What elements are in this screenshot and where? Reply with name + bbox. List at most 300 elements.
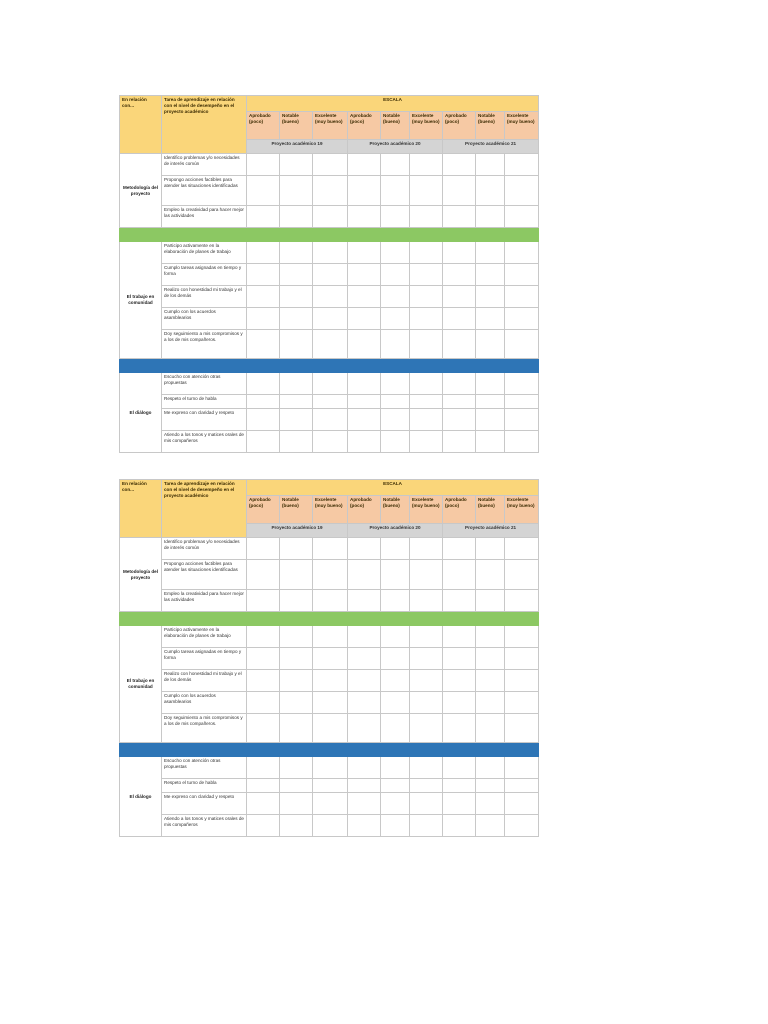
rating-cell[interactable] xyxy=(381,670,410,692)
green-divider-row xyxy=(120,612,539,626)
rating-cell[interactable] xyxy=(348,670,381,692)
rating-cell[interactable] xyxy=(348,330,381,359)
level-header xyxy=(410,112,443,140)
rating-cell[interactable] xyxy=(410,395,443,409)
rating-cell[interactable] xyxy=(443,286,476,308)
rating-cell[interactable] xyxy=(348,395,381,409)
rating-cell[interactable] xyxy=(505,308,539,330)
rating-cell[interactable] xyxy=(280,154,313,176)
rating-cell[interactable] xyxy=(381,308,410,330)
rating-cell[interactable] xyxy=(476,286,505,308)
task-header-text: Tarea de aprendizaje en relación con el nivel de desempeño en el proyecto académico xyxy=(164,481,235,498)
rating-cell[interactable] xyxy=(313,264,348,286)
rating-cell[interactable] xyxy=(381,431,410,453)
level-header xyxy=(505,112,539,140)
project-header xyxy=(348,140,443,154)
rating-cell[interactable] xyxy=(280,793,313,815)
level-header-text: Aprobado (poco) xyxy=(445,113,467,124)
table-row xyxy=(120,373,539,395)
level-header xyxy=(443,496,476,524)
rating-cell[interactable] xyxy=(247,154,280,176)
rating-cell[interactable] xyxy=(410,431,443,453)
rating-cell[interactable] xyxy=(313,409,348,431)
rating-cell[interactable] xyxy=(381,590,410,612)
rating-cell[interactable] xyxy=(247,779,280,793)
table-row xyxy=(120,154,539,176)
rating-cell[interactable] xyxy=(410,242,443,264)
level-header-text: Excelente (muy bueno) xyxy=(315,497,343,508)
rating-cell[interactable] xyxy=(443,626,476,648)
rating-cell[interactable] xyxy=(280,670,313,692)
rating-cell[interactable] xyxy=(410,590,443,612)
task-label: Identifico problemas y/o necesidades de interés común xyxy=(164,155,240,166)
task-label: Cumplo con los acuerdos asamblearios xyxy=(164,309,216,320)
project-header-text: Proyecto académico 20 xyxy=(369,525,421,530)
task-cell xyxy=(162,330,247,359)
level-header-text: Aprobado (poco) xyxy=(350,497,372,508)
task-cell xyxy=(162,626,247,648)
rating-cell[interactable] xyxy=(476,538,505,560)
rating-cell[interactable] xyxy=(348,590,381,612)
table-row xyxy=(120,409,539,431)
rating-cell[interactable] xyxy=(313,308,348,330)
rating-cell[interactable] xyxy=(313,670,348,692)
project-header-text: Proyecto académico 19 xyxy=(271,141,323,146)
rating-cell[interactable] xyxy=(443,409,476,431)
table-row xyxy=(120,560,539,590)
rating-cell[interactable] xyxy=(280,757,313,779)
rating-cell[interactable] xyxy=(280,395,313,409)
rating-cell[interactable] xyxy=(443,590,476,612)
rating-cell[interactable] xyxy=(247,308,280,330)
rating-cell[interactable] xyxy=(505,626,539,648)
rating-cell[interactable] xyxy=(443,330,476,359)
rating-cell[interactable] xyxy=(280,538,313,560)
rating-cell[interactable] xyxy=(443,308,476,330)
rating-cell[interactable] xyxy=(476,815,505,837)
task-cell xyxy=(162,264,247,286)
rating-cell[interactable] xyxy=(505,242,539,264)
level-header xyxy=(280,496,313,524)
rating-cell[interactable] xyxy=(476,395,505,409)
rating-cell[interactable] xyxy=(476,264,505,286)
rating-cell[interactable] xyxy=(247,538,280,560)
rating-cell[interactable] xyxy=(443,779,476,793)
rating-cell[interactable] xyxy=(505,714,539,743)
level-header-text: Notable (bueno) xyxy=(383,497,400,508)
rating-cell[interactable] xyxy=(280,714,313,743)
task-cell xyxy=(162,176,247,206)
rating-cell[interactable] xyxy=(410,692,443,714)
task-cell xyxy=(162,286,247,308)
rating-cell[interactable] xyxy=(443,757,476,779)
rating-cell[interactable] xyxy=(443,264,476,286)
rating-cell[interactable] xyxy=(410,286,443,308)
rating-cell[interactable] xyxy=(313,692,348,714)
rating-cell[interactable] xyxy=(313,590,348,612)
level-header xyxy=(313,112,348,140)
rating-cell[interactable] xyxy=(410,206,443,228)
rating-cell[interactable] xyxy=(443,815,476,837)
rating-cell[interactable] xyxy=(247,395,280,409)
category-label: Metodología del proyecto xyxy=(123,184,158,196)
rating-cell[interactable] xyxy=(505,176,539,206)
rating-cell[interactable] xyxy=(410,330,443,359)
rating-cell[interactable] xyxy=(381,176,410,206)
rating-cell[interactable] xyxy=(313,815,348,837)
rating-cell[interactable] xyxy=(410,308,443,330)
rating-cell[interactable] xyxy=(280,590,313,612)
rating-cell[interactable] xyxy=(280,373,313,395)
rating-cell[interactable] xyxy=(505,815,539,837)
rating-cell[interactable] xyxy=(348,286,381,308)
category-cell xyxy=(120,626,162,743)
rating-cell[interactable] xyxy=(443,793,476,815)
task-cell xyxy=(162,206,247,228)
rating-cell[interactable] xyxy=(247,206,280,228)
rating-cell[interactable] xyxy=(313,286,348,308)
rating-cell[interactable] xyxy=(381,409,410,431)
rating-cell[interactable] xyxy=(381,757,410,779)
rating-cell[interactable] xyxy=(348,431,381,453)
rating-cell[interactable] xyxy=(280,264,313,286)
rating-cell[interactable] xyxy=(313,560,348,590)
rating-cell[interactable] xyxy=(280,431,313,453)
level-header-text: Notable (bueno) xyxy=(478,113,495,124)
rating-cell[interactable] xyxy=(247,590,280,612)
rating-cell[interactable] xyxy=(247,176,280,206)
task-cell xyxy=(162,409,247,431)
rating-cell[interactable] xyxy=(443,670,476,692)
task-cell xyxy=(162,431,247,453)
rating-cell[interactable] xyxy=(348,373,381,395)
rating-cell[interactable] xyxy=(381,714,410,743)
rating-cell[interactable] xyxy=(505,431,539,453)
task-label: Identifico problemas y/o necesidades de interés común xyxy=(164,539,240,550)
level-header xyxy=(476,112,505,140)
level-header-text: Notable (bueno) xyxy=(282,113,299,124)
task-cell xyxy=(162,757,247,779)
table-row xyxy=(120,286,539,308)
rating-cell[interactable] xyxy=(381,395,410,409)
rating-cell[interactable] xyxy=(348,538,381,560)
rating-cell[interactable] xyxy=(313,330,348,359)
rating-cell[interactable] xyxy=(280,626,313,648)
level-header-text: Aprobado (poco) xyxy=(249,497,271,508)
rating-cell[interactable] xyxy=(313,793,348,815)
rubric-table-1 xyxy=(119,95,539,453)
project-header-text: Proyecto académico 21 xyxy=(465,525,517,530)
rating-cell[interactable] xyxy=(505,648,539,670)
rating-cell[interactable] xyxy=(505,560,539,590)
rating-cell[interactable] xyxy=(505,409,539,431)
rating-cell[interactable] xyxy=(505,670,539,692)
rating-cell[interactable] xyxy=(313,431,348,453)
rating-cell[interactable] xyxy=(348,626,381,648)
rating-cell[interactable] xyxy=(247,757,280,779)
rating-cell[interactable] xyxy=(280,815,313,837)
rating-cell[interactable] xyxy=(313,538,348,560)
rating-cell[interactable] xyxy=(410,560,443,590)
rating-cell[interactable] xyxy=(348,308,381,330)
rating-cell[interactable] xyxy=(505,757,539,779)
rating-cell[interactable] xyxy=(313,154,348,176)
task-label: Atiendo a los tonos y matices orales de mis compañeros xyxy=(164,816,244,827)
rating-cell[interactable] xyxy=(348,692,381,714)
rating-cell[interactable] xyxy=(505,154,539,176)
rating-cell[interactable] xyxy=(247,286,280,308)
rating-cell[interactable] xyxy=(280,560,313,590)
rating-cell[interactable] xyxy=(247,670,280,692)
rating-cell[interactable] xyxy=(443,538,476,560)
rating-cell[interactable] xyxy=(505,590,539,612)
rating-cell[interactable] xyxy=(505,373,539,395)
rating-cell[interactable] xyxy=(280,286,313,308)
rating-cell[interactable] xyxy=(313,373,348,395)
rating-cell[interactable] xyxy=(476,793,505,815)
rating-cell[interactable] xyxy=(348,264,381,286)
rating-cell[interactable] xyxy=(381,626,410,648)
rating-cell[interactable] xyxy=(476,670,505,692)
rating-cell[interactable] xyxy=(247,409,280,431)
rating-cell[interactable] xyxy=(505,779,539,793)
rating-cell[interactable] xyxy=(410,176,443,206)
rating-cell[interactable] xyxy=(247,648,280,670)
rating-cell[interactable] xyxy=(348,206,381,228)
rating-cell[interactable] xyxy=(313,648,348,670)
rating-cell[interactable] xyxy=(348,409,381,431)
task-label: Escucho con atención otras propuestas xyxy=(164,374,221,385)
rating-cell[interactable] xyxy=(410,264,443,286)
table-row xyxy=(120,757,539,779)
rating-cell[interactable] xyxy=(280,779,313,793)
rating-cell[interactable] xyxy=(476,757,505,779)
rating-cell[interactable] xyxy=(476,242,505,264)
rating-cell[interactable] xyxy=(410,409,443,431)
rating-cell[interactable] xyxy=(348,793,381,815)
rating-cell[interactable] xyxy=(381,692,410,714)
rating-cell[interactable] xyxy=(476,626,505,648)
task-label: Cumplo con los acuerdos asamblearios xyxy=(164,693,216,704)
level-header xyxy=(410,496,443,524)
rating-cell[interactable] xyxy=(247,692,280,714)
table-row xyxy=(120,626,539,648)
task-label: Cumplo tareas asignadas en tiempo y forma xyxy=(164,649,242,660)
level-header-text: Notable (bueno) xyxy=(478,497,495,508)
rating-cell[interactable] xyxy=(280,648,313,670)
level-header xyxy=(443,112,476,140)
divider-cell xyxy=(120,743,539,757)
rating-cell[interactable] xyxy=(247,560,280,590)
rating-cell[interactable] xyxy=(505,264,539,286)
rating-cell[interactable] xyxy=(313,626,348,648)
rating-cell[interactable] xyxy=(476,409,505,431)
rating-cell[interactable] xyxy=(280,330,313,359)
rating-cell[interactable] xyxy=(381,286,410,308)
rating-cell[interactable] xyxy=(280,409,313,431)
rating-cell[interactable] xyxy=(476,590,505,612)
rating-cell[interactable] xyxy=(313,395,348,409)
rating-cell[interactable] xyxy=(410,373,443,395)
rating-cell[interactable] xyxy=(476,206,505,228)
level-header-text: Notable (bueno) xyxy=(383,113,400,124)
relation-header xyxy=(120,480,162,538)
rating-cell[interactable] xyxy=(476,373,505,395)
rating-cell[interactable] xyxy=(313,242,348,264)
rating-cell[interactable] xyxy=(410,779,443,793)
rating-cell[interactable] xyxy=(443,176,476,206)
rating-cell[interactable] xyxy=(381,560,410,590)
rating-cell[interactable] xyxy=(476,431,505,453)
rating-cell[interactable] xyxy=(348,815,381,837)
task-label: Empleo la creatividad para hacer mejor las actividades xyxy=(164,207,244,218)
rating-cell[interactable] xyxy=(443,431,476,453)
rating-cell[interactable] xyxy=(247,714,280,743)
rating-cell[interactable] xyxy=(410,815,443,837)
rating-cell[interactable] xyxy=(505,692,539,714)
rating-cell[interactable] xyxy=(505,793,539,815)
task-label: Respeto el turno de habla xyxy=(164,396,217,401)
rating-cell[interactable] xyxy=(348,779,381,793)
rating-cell[interactable] xyxy=(505,206,539,228)
rating-cell[interactable] xyxy=(381,330,410,359)
task-cell xyxy=(162,560,247,590)
category-cell xyxy=(120,757,162,837)
task-label: Doy seguimiento a mis compromisos y a los de mis compañeros. xyxy=(164,715,243,726)
rating-cell[interactable] xyxy=(313,714,348,743)
rating-cell[interactable] xyxy=(476,648,505,670)
rating-cell[interactable] xyxy=(410,670,443,692)
task-cell xyxy=(162,538,247,560)
rating-cell[interactable] xyxy=(476,330,505,359)
rating-cell[interactable] xyxy=(443,714,476,743)
rating-cell[interactable] xyxy=(247,264,280,286)
project-header-text: Proyecto académico 21 xyxy=(465,141,517,146)
rating-cell[interactable] xyxy=(476,714,505,743)
rating-cell[interactable] xyxy=(476,779,505,793)
rating-cell[interactable] xyxy=(381,373,410,395)
rating-cell[interactable] xyxy=(348,714,381,743)
rating-cell[interactable] xyxy=(348,154,381,176)
rating-cell[interactable] xyxy=(381,779,410,793)
level-header-text: Excelente (muy bueno) xyxy=(412,113,440,124)
rating-cell[interactable] xyxy=(410,793,443,815)
rating-cell[interactable] xyxy=(348,648,381,670)
rating-cell[interactable] xyxy=(505,395,539,409)
rating-cell[interactable] xyxy=(410,626,443,648)
task-label: Realizo con honestidad mi trabajo y el de los demás xyxy=(164,671,242,682)
rating-cell[interactable] xyxy=(443,373,476,395)
rating-cell[interactable] xyxy=(348,242,381,264)
category-label: El trabajo en comunidad xyxy=(126,294,155,305)
level-header-text: Excelente (muy bueno) xyxy=(507,497,535,508)
rating-cell[interactable] xyxy=(443,560,476,590)
task-cell xyxy=(162,373,247,395)
task-label: Realizo con honestidad mi trabajo y el de los demás xyxy=(164,287,242,298)
level-header-text: Excelente (muy bueno) xyxy=(412,497,440,508)
level-header xyxy=(313,496,348,524)
level-header xyxy=(476,496,505,524)
level-header xyxy=(348,496,381,524)
rating-cell[interactable] xyxy=(381,793,410,815)
rating-cell[interactable] xyxy=(313,176,348,206)
task-label: Participo activamente en la elaboración de planes de trabajo xyxy=(164,243,231,254)
rating-cell[interactable] xyxy=(348,176,381,206)
rating-cell[interactable] xyxy=(505,286,539,308)
rating-cell[interactable] xyxy=(410,757,443,779)
rating-cell[interactable] xyxy=(280,206,313,228)
rating-cell[interactable] xyxy=(381,264,410,286)
rating-cell[interactable] xyxy=(247,330,280,359)
rubric-table-2 xyxy=(119,479,539,837)
rating-cell[interactable] xyxy=(505,330,539,359)
rating-cell[interactable] xyxy=(505,538,539,560)
rating-cell[interactable] xyxy=(280,242,313,264)
category-cell xyxy=(120,154,162,228)
rating-cell[interactable] xyxy=(410,154,443,176)
rating-cell[interactable] xyxy=(476,308,505,330)
rating-cell[interactable] xyxy=(443,154,476,176)
category-label: El diálogo xyxy=(129,793,152,799)
rating-cell[interactable] xyxy=(280,692,313,714)
rating-cell[interactable] xyxy=(410,538,443,560)
rating-cell[interactable] xyxy=(280,176,313,206)
task-header xyxy=(162,480,247,538)
rating-cell[interactable] xyxy=(381,154,410,176)
table-row xyxy=(120,648,539,670)
rating-cell[interactable] xyxy=(247,431,280,453)
level-header xyxy=(505,496,539,524)
table-row xyxy=(120,308,539,330)
rating-cell[interactable] xyxy=(313,757,348,779)
rating-cell[interactable] xyxy=(280,308,313,330)
rating-cell[interactable] xyxy=(443,242,476,264)
rating-cell[interactable] xyxy=(348,560,381,590)
rating-cell[interactable] xyxy=(247,626,280,648)
category-cell xyxy=(120,538,162,612)
task-cell xyxy=(162,793,247,815)
rating-cell[interactable] xyxy=(247,815,280,837)
rating-cell[interactable] xyxy=(313,206,348,228)
rating-cell[interactable] xyxy=(476,560,505,590)
rating-cell[interactable] xyxy=(476,154,505,176)
rating-cell[interactable] xyxy=(476,692,505,714)
rating-cell[interactable] xyxy=(443,206,476,228)
rating-cell[interactable] xyxy=(247,242,280,264)
rating-cell[interactable] xyxy=(381,815,410,837)
rating-cell[interactable] xyxy=(381,648,410,670)
rating-cell[interactable] xyxy=(381,538,410,560)
rating-cell[interactable] xyxy=(247,793,280,815)
rating-cell[interactable] xyxy=(443,648,476,670)
level-header-text: Excelente (muy bueno) xyxy=(507,113,535,124)
rating-cell[interactable] xyxy=(443,692,476,714)
rating-cell[interactable] xyxy=(476,176,505,206)
table-row xyxy=(120,815,539,837)
rating-cell[interactable] xyxy=(313,779,348,793)
rating-cell[interactable] xyxy=(381,206,410,228)
rating-cell[interactable] xyxy=(410,714,443,743)
level-header-text: Notable (bueno) xyxy=(282,497,299,508)
task-label: Propongo acciones factibles para atender las situaciones identificadas xyxy=(164,561,238,572)
rating-cell[interactable] xyxy=(381,242,410,264)
rating-cell[interactable] xyxy=(410,648,443,670)
rating-cell[interactable] xyxy=(348,757,381,779)
category-cell xyxy=(120,242,162,359)
task-label: Respeto el turno de habla xyxy=(164,780,217,785)
rating-cell[interactable] xyxy=(443,395,476,409)
rating-cell[interactable] xyxy=(247,373,280,395)
